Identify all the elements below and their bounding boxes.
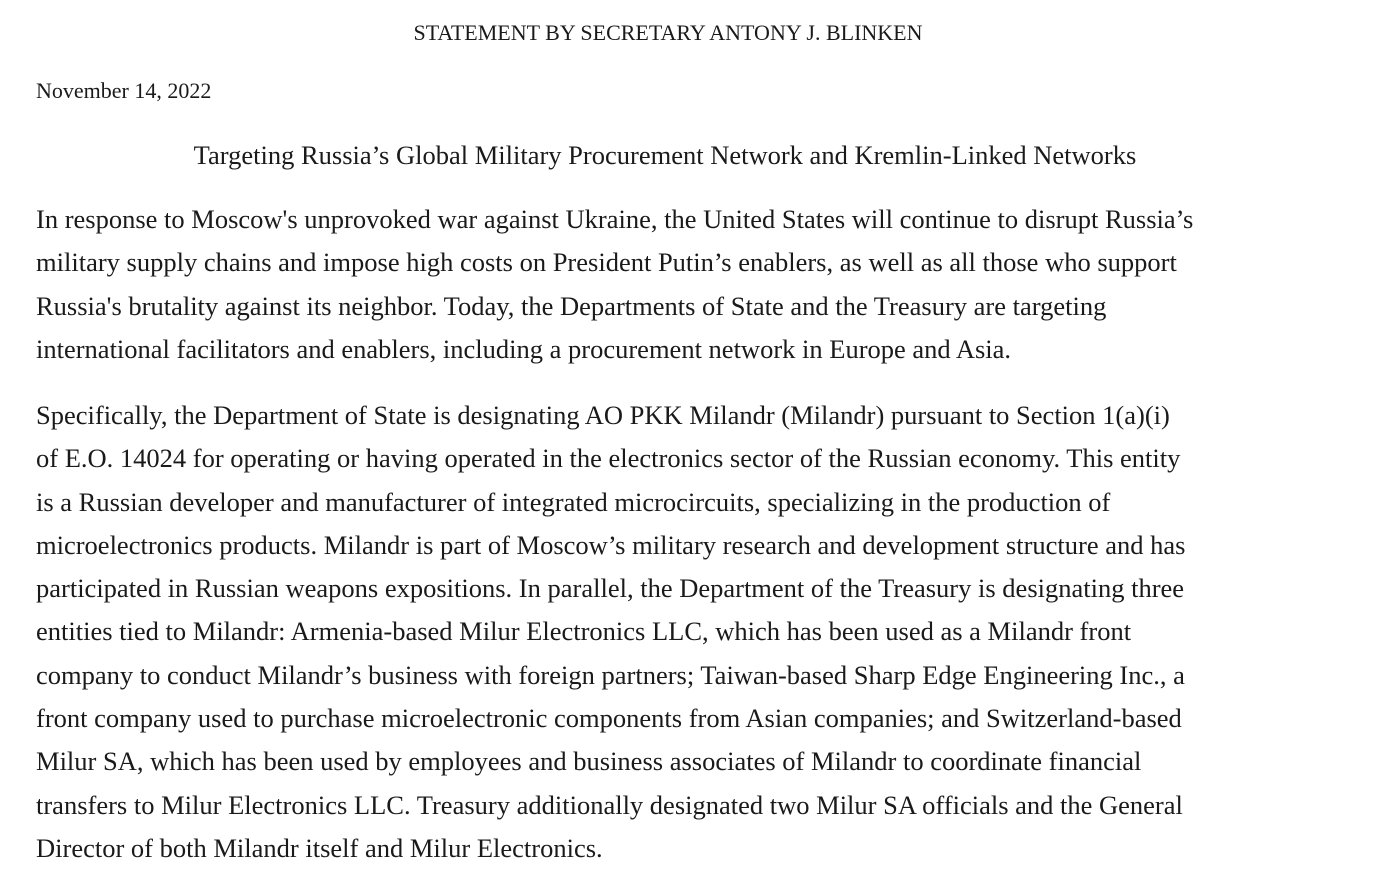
paragraph-line: microelectronics products. Milandr is part of Moscow’s military research and development structure and has bbox=[36, 529, 1186, 560]
paragraph-line: Director of both Milandr itself and Milur Electronics. bbox=[36, 832, 603, 863]
paragraph-1 bbox=[36, 198, 1326, 371]
paragraph-2 bbox=[36, 394, 1326, 870]
paragraph-line: Russia's brutality against its neighbor. Today, the Departments of State and the Treasury are targeting bbox=[36, 290, 1107, 321]
paragraph-line: entities tied to Milandr: Armenia-based Milur Electronics LLC, which has been used as a Milandr front bbox=[36, 616, 1132, 647]
paragraph-line: military supply chains and impose high costs on President Putin’s enablers, as well as all those who support bbox=[36, 247, 1177, 278]
paragraph-line: of E.O. 14024 for operating or having operated in the electronics sector of the Russian economy. This entity bbox=[36, 443, 1181, 474]
paragraph-line: is a Russian developer and manufacturer of integrated microcircuits, specializing in the production of bbox=[36, 486, 1111, 517]
paragraph-line: international facilitators and enablers, including a procurement network in Europe and Asia. bbox=[36, 333, 1012, 364]
statement-header: STATEMENT BY SECRETARY ANTONY J. BLINKEN bbox=[413, 20, 923, 45]
paragraph-line: company to conduct Milandr’s business with foreign partners; Taiwan-based Sharp Edge Engineering Inc., a bbox=[36, 659, 1185, 690]
paragraph-line: front company used to purchase microelectronic components from Asian companies; and Switzerland-based bbox=[36, 703, 1182, 734]
paragraph-line: transfers to Milur Electronics LLC. Treasury additionally designated two Milur SA officials and the General bbox=[36, 789, 1183, 820]
paragraph-line: Milur SA, which has been used by employees and business associates of Milandr to coordinate financial bbox=[36, 746, 1142, 777]
statement-title: Targeting Russia’s Global Military Procurement Network and Kremlin-Linked Networks bbox=[193, 140, 1137, 170]
paragraph-line: participated in Russian weapons expositions. In parallel, the Department of the Treasury is designating three bbox=[36, 573, 1185, 604]
paragraph-line: Specifically, the Department of State is designating AO PKK Milandr (Milandr) pursuant to Section 1(a)(i) bbox=[36, 400, 1170, 430]
paragraph-line: In response to Moscow's unprovoked war against Ukraine, the United States will continue to disrupt Russia’s bbox=[36, 204, 1194, 234]
statement-date: November 14, 2022 bbox=[36, 78, 212, 103]
